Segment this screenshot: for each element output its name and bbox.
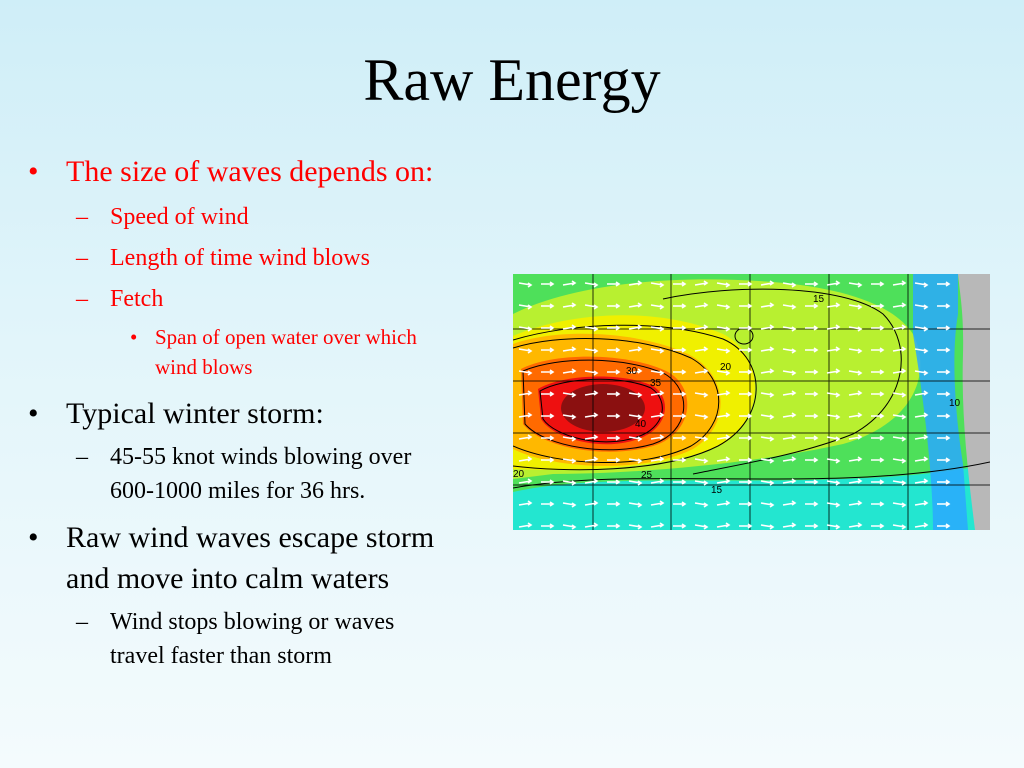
- page-title: Raw Energy: [363, 47, 661, 113]
- bullet-marker: •: [130, 325, 138, 349]
- contour-label: 25: [641, 470, 653, 481]
- dash-marker: –: [76, 204, 88, 230]
- contour-label: 40: [635, 419, 647, 430]
- dash-marker: –: [76, 245, 88, 271]
- dash-marker: –: [76, 444, 88, 470]
- sub-bullet-text: 45-55 knot winds blowing over: [110, 444, 412, 470]
- bullet-text: Raw wind waves escape storm: [66, 521, 435, 554]
- sub-sub-bullet-text: Span of open water over which: [155, 325, 417, 349]
- bullet-marker: •: [28, 521, 39, 554]
- wind-wave-map: [513, 274, 990, 530]
- bullet-marker: •: [28, 397, 39, 430]
- sub-bullet-text: Length of time wind blows: [110, 245, 370, 271]
- contour-label: 10: [949, 398, 961, 409]
- sub-bullet-text: Fetch: [110, 286, 164, 312]
- dash-marker: –: [76, 286, 88, 312]
- contour-label: 15: [813, 294, 825, 305]
- contour-label: 15: [711, 485, 723, 496]
- contour-label: 20: [513, 469, 525, 480]
- sub-bullet-text: 600-1000 miles for 36 hrs.: [110, 478, 366, 504]
- sub-bullet-text: Wind stops blowing or waves: [110, 609, 395, 635]
- storm-core: [561, 384, 645, 432]
- contour-label: 30: [626, 366, 638, 377]
- wind-wave-map-svg: [513, 274, 990, 530]
- sub-sub-bullet-text: wind blows: [155, 355, 253, 379]
- contour-label: 35: [650, 378, 662, 389]
- bullet-text: Typical winter storm:: [66, 397, 324, 430]
- bullet-marker: •: [28, 155, 39, 188]
- bullet-text: The size of waves depends on:: [66, 155, 434, 188]
- contour-label: 20: [720, 362, 732, 373]
- sub-bullet-text: Speed of wind: [110, 204, 249, 230]
- bullet-text: and move into calm waters: [66, 562, 390, 595]
- dash-marker: –: [76, 609, 88, 635]
- sub-bullet-text: travel faster than storm: [110, 643, 332, 669]
